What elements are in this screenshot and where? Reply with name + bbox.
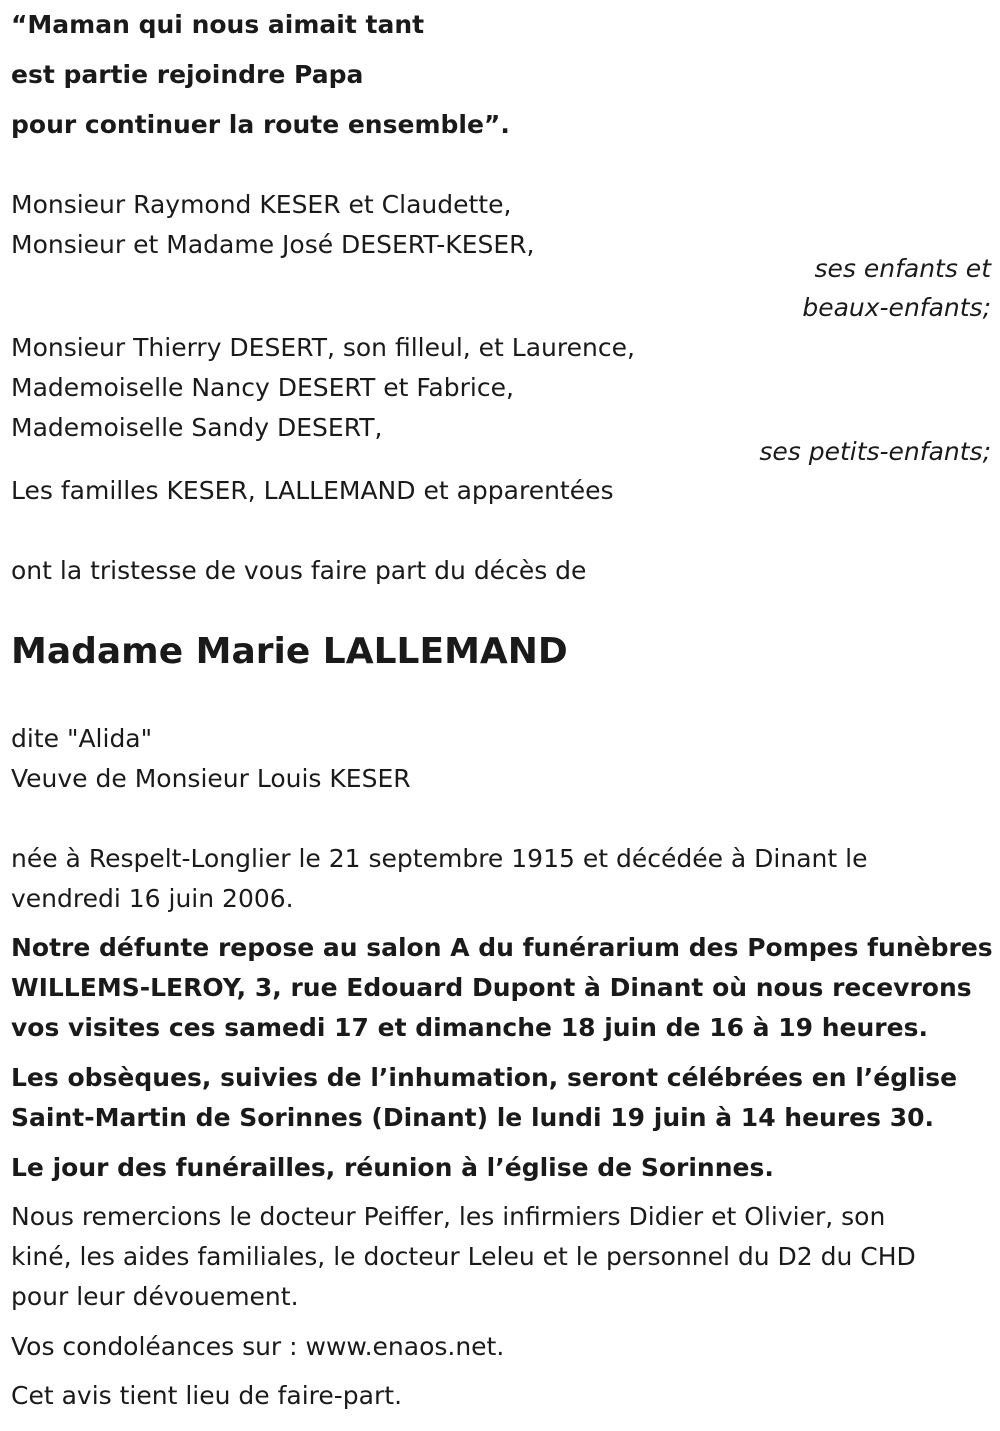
funeral-line-2: Saint-Martin de Sorinnes (Dinant) le lundi 19 juin à 14 heures 30. <box>11 1103 934 1132</box>
quote-line-1: “Maman qui nous aimait tant <box>11 10 425 39</box>
dates-line-1: née à Respelt-Longlier le 21 septembre 1915 et décédée à Dinant le <box>11 844 868 873</box>
condolences-line: Vos condoléances sur : www.enaos.net. <box>11 1332 505 1361</box>
visitation-line-2: WILLEMS-LEROY, 3, rue Edouard Dupont à Dinant où nous recevrons <box>11 973 972 1002</box>
closing-line: Cet avis tient lieu de faire-part. <box>11 1381 403 1410</box>
child-name-1: Monsieur Raymond KESER et Claudette, <box>11 190 512 219</box>
grandchild-name-1: Monsieur Thierry DESERT, son filleul, et Laurence, <box>11 333 635 362</box>
grandchild-name-3: Mademoiselle Sandy DESERT, <box>11 413 383 442</box>
deceased-nickname: dite "Alida" <box>11 724 153 753</box>
visitation-line-3: vos visites ces samedi 17 et dimanche 18 juin de 16 à 19 heures. <box>11 1013 928 1042</box>
thanks-line-3: pour leur dévouement. <box>11 1282 299 1311</box>
grandchildren-role: ses petits-enfants; <box>759 437 991 466</box>
children-role-1: ses enfants et <box>814 254 991 283</box>
funeral-line-1: Les obsèques, suivies de l’inhumation, seront célébrées en l’église <box>11 1063 958 1092</box>
announcement-line: ont la tristesse de vous faire part du décès de <box>11 556 587 585</box>
child-name-2: Monsieur et Madame José DESERT-KESER, <box>11 230 535 259</box>
thanks-line-1: Nous remercions le docteur Peiffer, les infirmiers Didier et Olivier, son <box>11 1202 886 1231</box>
dates-line-2: vendredi 16 juin 2006. <box>11 884 294 913</box>
gathering-line: Le jour des funérailles, réunion à l’église de Sorinnes. <box>11 1153 774 1182</box>
families-line: Les familles KESER, LALLEMAND et apparentées <box>11 476 614 505</box>
quote-line-2: est partie rejoindre Papa <box>11 60 364 89</box>
quote-line-3: pour continuer la route ensemble”. <box>11 110 510 139</box>
visitation-line-1: Notre défunte repose au salon A du funérarium des Pompes funèbres <box>11 933 993 962</box>
grandchild-name-2: Mademoiselle Nancy DESERT et Fabrice, <box>11 373 514 402</box>
children-role-2: beaux-enfants; <box>802 293 991 322</box>
thanks-line-2: kiné, les aides familiales, le docteur Leleu et le personnel du D2 du CHD <box>11 1242 916 1271</box>
deceased-name: Madame Marie LALLEMAND <box>11 631 568 672</box>
deceased-widow-of: Veuve de Monsieur Louis KESER <box>11 764 411 793</box>
